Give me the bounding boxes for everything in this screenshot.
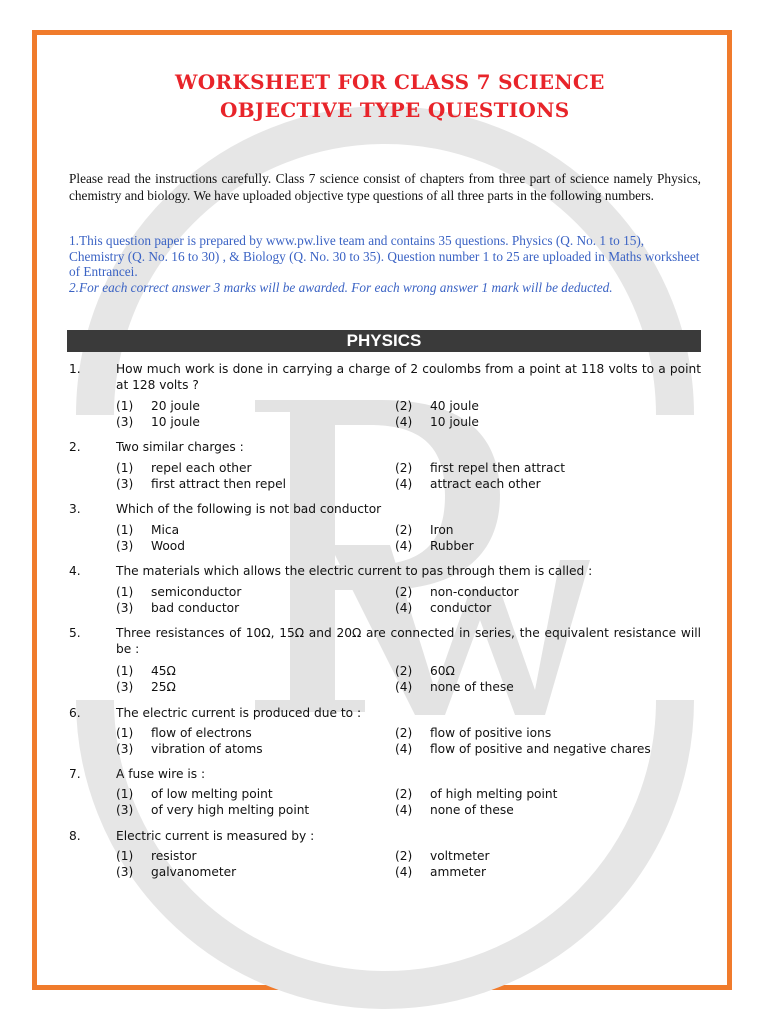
- question-number: 8.: [69, 829, 81, 843]
- worksheet-subtitle: OBJECTIVE TYPE QUESTIONS: [220, 98, 570, 122]
- question-text: A fuse wire is :: [116, 767, 206, 781]
- question-number: 2.: [69, 440, 81, 454]
- section-header-physics: PHYSICS: [67, 330, 701, 352]
- question-text: Two similar charges :: [116, 440, 244, 454]
- question-text: The electric current is produced due to :: [116, 706, 362, 720]
- question-text: Electric current is measured by :: [116, 829, 315, 843]
- question-number: 3.: [69, 502, 81, 516]
- question-text: The materials which allows the electric current to pas through them is called :: [116, 564, 593, 578]
- note-1: 1.This question paper is prepared by www.pw.live team and contains 35 questions. Physics (Q. No. 1 to 15), Chemistry (Q. No. 16 to 30) , & Biology (Q. No. 30 to 35). Question number 1 to 25 are uploaded in Maths worksheet of Entrancei.: [69, 233, 700, 279]
- note-2: 2.For each correct answer 3 marks will be awarded. For each wrong answer 1 mark will be deducted.: [69, 279, 613, 295]
- question-text: Which of the following is not bad conductor: [116, 502, 382, 516]
- notes-block: [69, 233, 701, 295]
- question-number: 4.: [69, 564, 81, 578]
- instructions-paragraph: Please read the instructions carefully. Class 7 science consist of chapters from three part of science namely Physics, chemistry and biology. We have uploaded objective type questions of all three parts in the following numbers.: [69, 171, 701, 203]
- question-text: Three resistances of 10Ω, 15Ω and 20Ω are connected in series, the equivalent resistance will be :: [116, 626, 701, 656]
- question-number: 7.: [69, 767, 81, 781]
- worksheet-title: WORKSHEET FOR CLASS 7 SCIENCE: [175, 70, 605, 94]
- question-number: 1.: [69, 362, 81, 376]
- question-number: 5.: [69, 626, 81, 640]
- question-text: How much work is done in carrying a charge of 2 coulombs from a point at 118 volts to a point at 128 volts ?: [116, 362, 701, 392]
- question-number: 6.: [69, 706, 81, 720]
